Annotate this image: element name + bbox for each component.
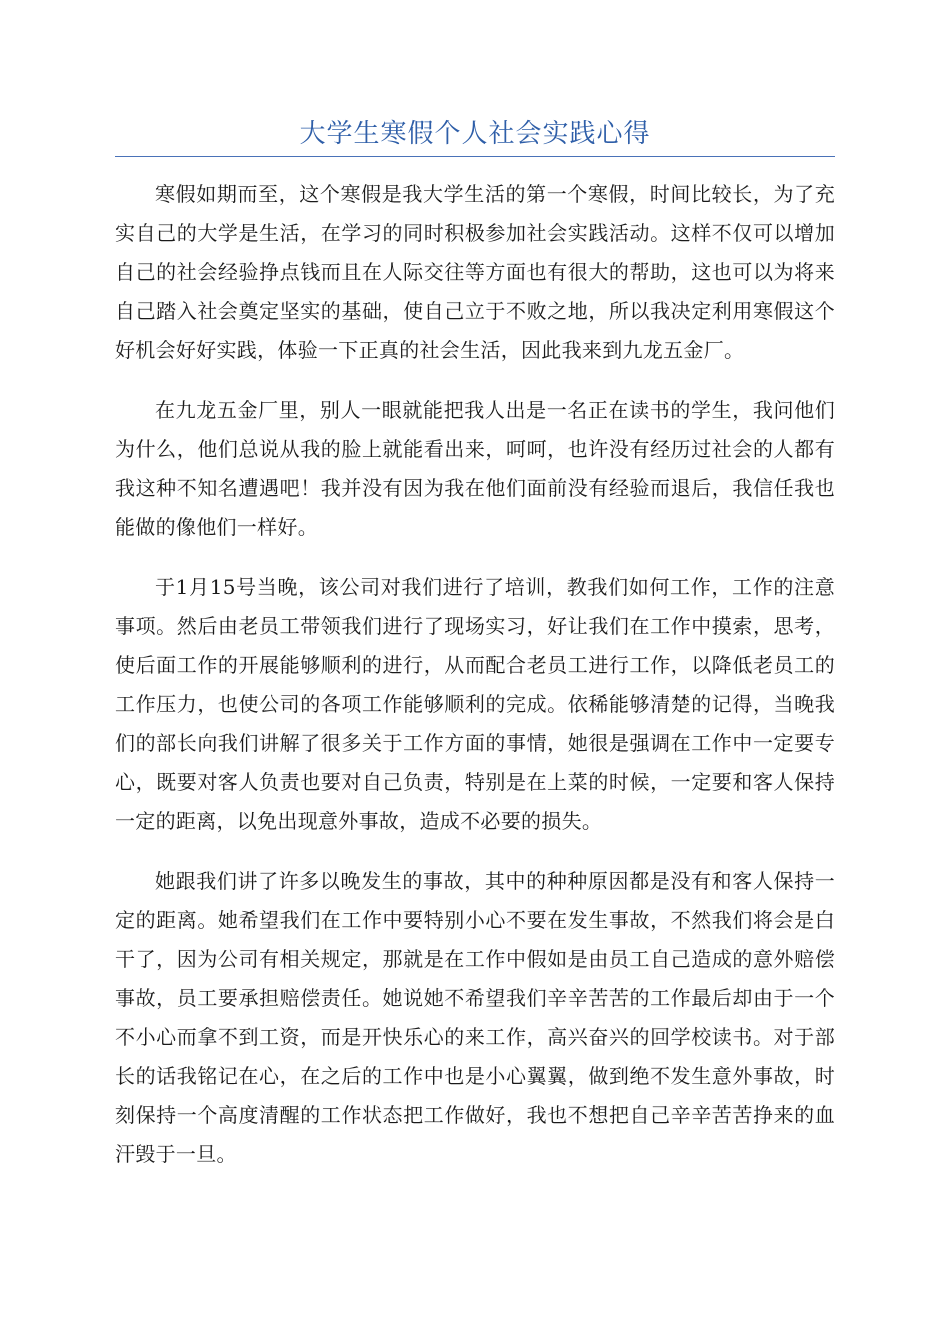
- paragraph-3: 于1月15号当晚，该公司对我们进行了培训，教我们如何工作，工作的注意事项。然后由老员工带领我们进行了现场实习，好让我们在工作中摸索，思考，使后面工作的开展能够顺利的进行，从而配合老员工进行工作，以降低老员工的工作压力，也使公司的各项工作能够顺利的完成。依稀能够清楚的记得，当晚我们的部长向我们讲解了很多关于工作方面的事情，她很是强调在工作中一定要专心，既要对客人负责也要对自己负责，特别是在上菜的时候，一定要和客人保持一定的距离，以免出现意外事故，造成不必要的损失。: [115, 575, 835, 833]
- paragraph-1: 寒假如期而至，这个寒假是我大学生活的第一个寒假，时间比较长，为了充实自己的大学是生活，在学习的同时积极参加社会实践活动。这样不仅可以增加自己的社会经验挣点钱而且在人际交往等方面也有很大的帮助，这也可以为将来自己踏入社会奠定坚实的基础，使自己立于不败之地，所以我决定利用寒假这个好机会好好实践，体验一下正真的社会生活，因此我来到九龙五金厂。: [115, 182, 835, 362]
- paragraph-2: 在九龙五金厂里，别人一眼就能把我人出是一名正在读书的学生，我问他们为什么，他们总说从我的脸上就能看出来，呵呵，也许没有经历过社会的人都有我这种不知名遭遇吧！我并没有因为我在他们面前没有经验而退后，我信任我也能做的像他们一样好。: [115, 398, 835, 539]
- paragraph-4: 她跟我们讲了许多以晚发生的事故，其中的种种原因都是没有和客人保持一定的距离。她希望我们在工作中要特别小心不要在发生事故，不然我们将会是白干了，因为公司有相关规定，那就是在工作中假如是由员工自己造成的意外赔偿事故，员工要承担赔偿责任。她说她不希望我们辛辛苦苦的工作最后却由于一个不小心而拿不到工资，而是开快乐心的来工作，高兴奋兴的回学校读书。对于部长的话我铭记在心，在之后的工作中也是小心翼翼，做到绝不发生意外事故，时刻保持一个高度清醒的工作状态把工作做好，我也不想把自己辛辛苦苦挣来的血汗毁于一旦。: [115, 869, 835, 1166]
- document-body: [115, 175, 835, 1195]
- title-underline: [115, 156, 835, 157]
- document-title: 大学生寒假个人社会实践心得: [299, 119, 651, 149]
